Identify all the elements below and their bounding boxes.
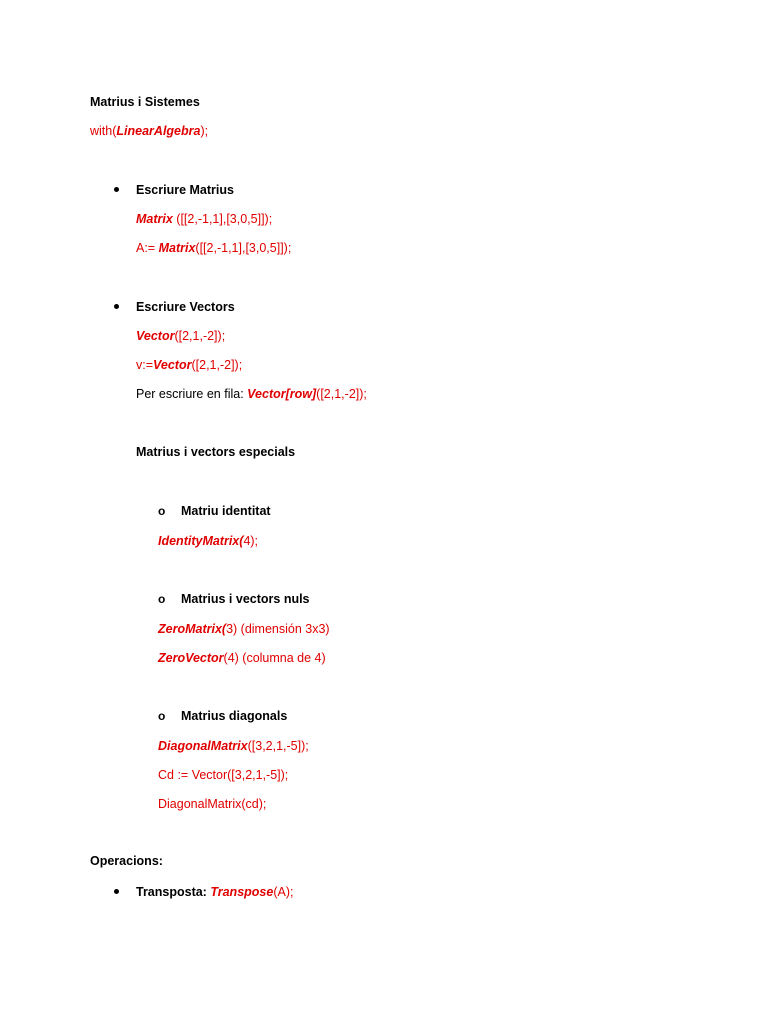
vector-row-fn: Vector[row] (247, 387, 317, 401)
with-prefix: with( (90, 124, 117, 138)
vector-assign-args: ([2,1,-2]); (191, 358, 243, 372)
bullet-dot-icon (114, 304, 119, 309)
special-heading: Matrius i vectors especials (136, 445, 296, 459)
matrix-fn: Matrix (136, 212, 173, 226)
circle-bullet-icon: o (158, 709, 166, 723)
diag-matrix-command (158, 738, 309, 754)
document-title: Matrius i Sistemes (90, 95, 200, 109)
with-package-name: LinearAlgebra (116, 124, 201, 138)
zero-matrix-args: 3) (dimensión 3x3) (226, 622, 330, 636)
matrix-assign-args: ([[2,-1,1],[3,0,5]]); (195, 241, 292, 255)
section-heading-matrius: Escriure Matrius (136, 183, 234, 197)
matrix-args: ([[2,-1,1],[3,0,5]]); (172, 212, 273, 226)
vector-fn: Vector (136, 329, 175, 343)
matrix-assign-command (136, 240, 291, 256)
nuls-heading: Matrius i vectors nuls (181, 592, 310, 606)
matrix-assign-prefix: A:= (136, 241, 159, 255)
zero-vector-fn: ZeroVector (158, 651, 224, 665)
transposta-label: Transposta: (136, 885, 211, 899)
transposta-line (136, 884, 293, 900)
vector-row-prefix: Per escriure en fila: (136, 387, 248, 401)
section-heading-vectors: Escriure Vectors (136, 300, 235, 314)
diag-vector-assign: Cd := Vector([3,2,1,-5]); (158, 768, 289, 782)
vector-row-args: ([2,1,-2]); (316, 387, 367, 401)
vector-row-command (136, 386, 367, 402)
zero-vector-args: (4) (columna de 4) (223, 651, 326, 665)
identity-fn: IdentityMatrix( (158, 534, 244, 548)
operations-heading: Operacions: (90, 854, 163, 868)
bullet-dot-icon (114, 889, 119, 894)
identity-args: 4); (243, 534, 259, 548)
diag-matrix-args: ([3,2,1,-5]); (247, 739, 309, 753)
vector-assign-command (136, 357, 242, 373)
transposta-args: (A); (273, 885, 294, 899)
zero-matrix-fn: ZeroMatrix( (158, 622, 227, 636)
matrix-assign-fn: Matrix (158, 241, 196, 255)
circle-bullet-icon: o (158, 504, 166, 518)
vector-args: ([2,1,-2]); (174, 329, 226, 343)
matrix-command (136, 211, 272, 227)
with-command (90, 123, 208, 139)
transposta-fn: Transpose (210, 885, 274, 899)
zero-vector-command (158, 650, 326, 666)
diag-heading: Matrius diagonals (181, 709, 288, 723)
bullet-dot-icon (114, 187, 119, 192)
vector-assign-fn: Vector (153, 358, 192, 372)
identity-command (158, 533, 258, 549)
diag-matrix-fn: DiagonalMatrix (158, 739, 248, 753)
circle-bullet-icon: o (158, 592, 166, 606)
vector-assign-prefix: v:= (136, 358, 154, 372)
zero-matrix-command (158, 621, 330, 637)
diag-matrix-cd: DiagonalMatrix(cd); (158, 797, 267, 811)
vector-command (136, 328, 225, 344)
identity-heading: Matriu identitat (181, 504, 271, 518)
with-suffix: ); (200, 124, 209, 138)
